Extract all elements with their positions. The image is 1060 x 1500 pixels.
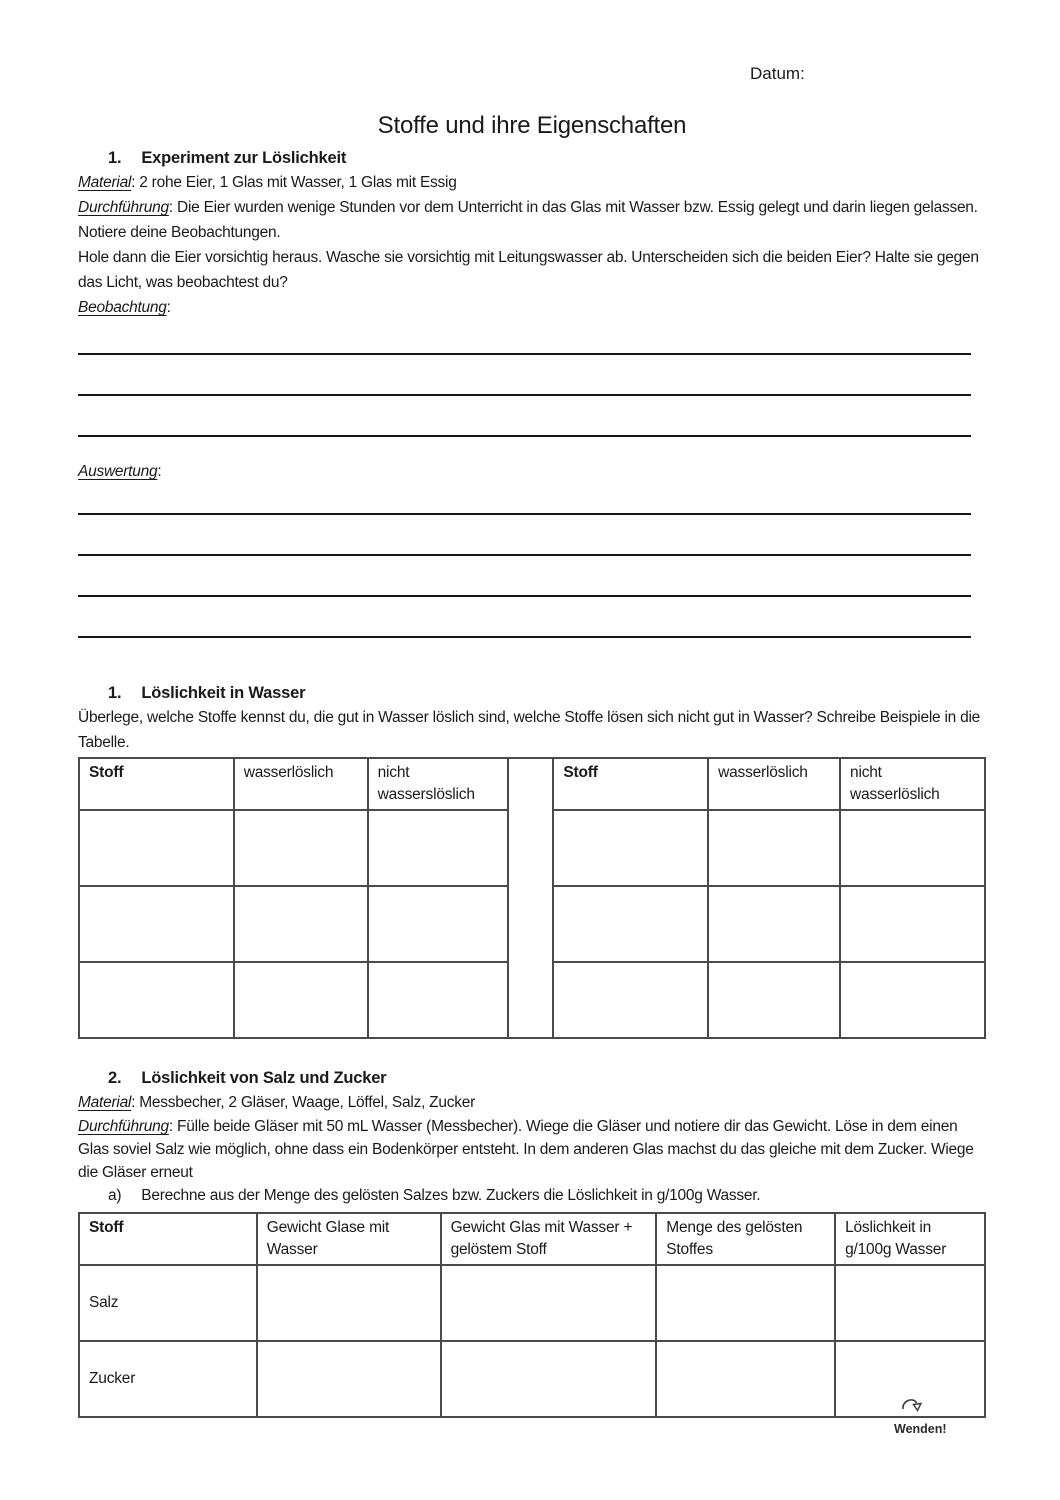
procedure-paragraph-2: Hole dann die Eier vorsichtig heraus. Wasche sie vorsichtig mit Leitungswasser ab. Unterscheiden sich die beiden Eier? Halte sie gegen das Licht, was beobachtest du?: [78, 249, 979, 291]
empty-cell: [553, 962, 708, 1038]
procedure-text: : Fülle beide Gläser mit 50 mL Wasser (Messbecher). Wiege die Gläser und notiere dir das Gewicht. Löse in dem einen Glas soviel Salz wie möglich, ohne dass ein Bodenkörper entsteht. In dem anderen Glas machst du das gleiche mit dem Zucker. Wiege die Gläser erneut: [78, 1118, 974, 1181]
section-heading-experiment: [78, 147, 986, 170]
writing-line: [78, 355, 971, 396]
section-heading-text: Löslichkeit von Salz und Zucker: [141, 1069, 387, 1087]
writing-line: [78, 474, 971, 515]
section-heading-text: Experiment zur Löslichkeit: [141, 149, 347, 167]
table-header-row: [79, 758, 985, 810]
colon: :: [166, 299, 171, 316]
empty-cell: [656, 1341, 835, 1417]
col-header-insoluble-left: nicht wasserslöslich: [368, 758, 508, 810]
procedure-label: Durchführung: [78, 1118, 169, 1135]
section-number: 2.: [108, 1069, 122, 1087]
empty-cell: [840, 810, 985, 886]
empty-cell: [441, 1265, 657, 1341]
empty-cell: [368, 810, 508, 886]
col-header-solubility: Löslichkeit in g/100g Wasser: [835, 1213, 985, 1265]
section-number: 1.: [108, 684, 122, 702]
solubility-examples-table: [78, 757, 986, 1039]
date-label: Datum:: [750, 64, 805, 83]
writing-line: [78, 556, 971, 597]
col-header-stoff-right: Stoff: [553, 758, 708, 810]
worksheet-content: [78, 0, 986, 1418]
col-header-weight-glass-dissolved: Gewicht Glas mit Wasser + gelöstem Stoff: [441, 1213, 657, 1265]
empty-cell: [79, 886, 234, 962]
empty-cell: [257, 1341, 441, 1417]
evaluation-label: Auswertung: [78, 463, 158, 480]
turn-page-hint: [894, 1394, 947, 1437]
task-a: [78, 1184, 986, 1207]
section-heading-text: Löslichkeit in Wasser: [141, 684, 306, 702]
empty-cell: [656, 1265, 835, 1341]
turn-label: Wenden!: [894, 1422, 947, 1436]
empty-cell: [368, 962, 508, 1038]
col-header-weight-glass-water: Gewicht Glase mit Wasser: [257, 1213, 441, 1265]
table-row-salz: [79, 1265, 985, 1341]
empty-cell: [234, 810, 368, 886]
material-label: Material: [78, 174, 132, 191]
task-a-number: a): [108, 1187, 122, 1204]
empty-cell: [234, 962, 368, 1038]
writing-line: [78, 396, 971, 437]
observation-label: Beobachtung: [78, 299, 167, 316]
row-label-zucker: Zucker: [79, 1341, 257, 1417]
col-header-insoluble-right: nicht wasserlöslich: [840, 758, 985, 810]
empty-cell: [835, 1265, 985, 1341]
material-text: : Messbecher, 2 Gläser, Waage, Löffel, Salz, Zucker: [131, 1094, 476, 1111]
col-header-soluble-right: wasserlöslich: [708, 758, 840, 810]
col-header-stoff-left: Stoff: [79, 758, 234, 810]
table-spacer-column: [508, 758, 554, 1038]
water-intro: Überlege, welche Stoffe kennst du, die gut in Wasser löslich sind, welche Stoffe lösen sich nicht gut in Wasser? Schreibe Beispiele in die Tabelle.: [78, 709, 981, 751]
empty-cell: [79, 962, 234, 1038]
col-header-amount-dissolved: Menge des gelösten Stoffes: [656, 1213, 835, 1265]
evaluation-writing-lines: [78, 474, 986, 638]
writing-line: [78, 597, 971, 638]
material-line: [78, 170, 986, 195]
procedure-label: Durchführung: [78, 199, 169, 216]
procedure-text: : Die Eier wurden wenige Stunden vor dem Unterricht in das Glas mit Wasser bzw. Essig gelegt und darin liegen gelassen. Notiere deine Beobachtungen.: [78, 199, 978, 241]
table-header-row: [79, 1213, 985, 1265]
page-title: Stoffe und ihre Eigenschaften: [377, 112, 687, 139]
col-header-stoff: Stoff: [79, 1213, 257, 1265]
empty-cell: [79, 810, 234, 886]
section-heading-salt-sugar: [78, 1067, 986, 1090]
empty-cell: [708, 886, 840, 962]
material-text: : 2 rohe Eier, 1 Glas mit Wasser, 1 Glas mit Essig: [131, 174, 457, 191]
observation-writing-lines: [78, 314, 986, 437]
material-line-2: [78, 1090, 986, 1115]
procedure-paragraph-salt-sugar: [78, 1115, 986, 1184]
writing-line: [78, 314, 971, 355]
procedure-paragraph: [78, 195, 986, 245]
section-heading-water: [78, 682, 986, 705]
empty-cell: [368, 886, 508, 962]
empty-cell: [840, 886, 985, 962]
empty-cell: [840, 962, 985, 1038]
table-row-zucker: [79, 1341, 985, 1417]
measurement-table: [78, 1212, 986, 1418]
empty-cell: [234, 886, 368, 962]
turn-arrow-icon: [900, 1394, 924, 1421]
colon: :: [157, 463, 162, 480]
material-label: Material: [78, 1094, 132, 1111]
writing-line: [78, 515, 971, 556]
col-header-soluble-left: wasserlöslich: [234, 758, 368, 810]
empty-cell: [708, 962, 840, 1038]
row-label-salz: Salz: [79, 1265, 257, 1341]
empty-cell: [553, 810, 708, 886]
task-a-text: Berechne aus der Menge des gelösten Salzes bzw. Zuckers die Löslichkeit in g/100g Wasser.: [141, 1187, 761, 1204]
section-number: 1.: [108, 149, 122, 167]
empty-cell: [708, 810, 840, 886]
empty-cell: [257, 1265, 441, 1341]
empty-cell: [441, 1341, 657, 1417]
empty-cell: [553, 886, 708, 962]
